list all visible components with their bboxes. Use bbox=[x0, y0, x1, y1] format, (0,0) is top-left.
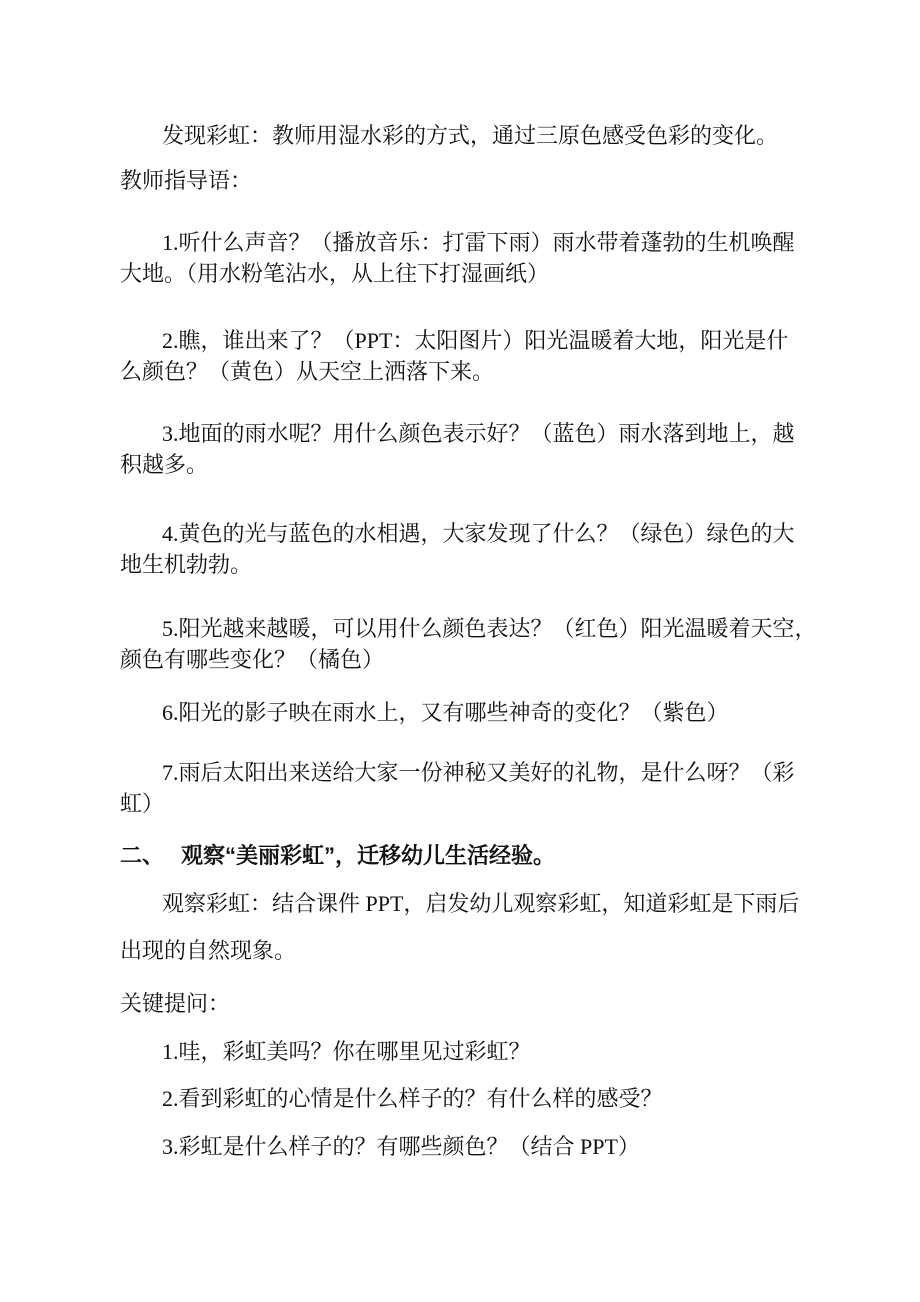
section-two-heading bbox=[120, 839, 826, 872]
section-two-heading-title: 观察“美丽彩虹”，迁移幼儿生活经验。 bbox=[181, 843, 556, 868]
guide-question-1: 1.听什么声音？（播放音乐：打雷下雨）雨水带着蓬勃的生机唤醒大地。（用水粉笔沾水，从上往下打湿画纸） bbox=[120, 230, 795, 286]
para-teacher-guide-label: 教师指导语： bbox=[120, 168, 253, 193]
key-question-1: 1.哇，彩虹美吗？你在哪里见过彩虹？ bbox=[162, 1039, 531, 1064]
guide-question-2: 2.瞧，谁出来了？（PPT：太阳图片）阳光温暖着大地，阳光是什么颜色？（黄色）从天空上洒落下来。 bbox=[120, 328, 789, 384]
para-key-questions-label: 关键提问： bbox=[120, 991, 231, 1016]
key-question-2: 2.看到彩虹的心情是什么样子的？有什么样的感受？ bbox=[162, 1086, 663, 1111]
key-question-3: 3.彩虹是什么样子的？有哪些颜色？（结合 PPT） bbox=[162, 1134, 640, 1159]
section-two-heading-number: 二、 bbox=[120, 843, 165, 868]
guide-question-7: 7.雨后太阳出来送给大家一份神秘又美好的礼物，是什么呀？（彩虹） bbox=[120, 760, 795, 816]
guide-question-5: 5.阳光越来越暖，可以用什么颜色表达？（红色）阳光温暖着天空，颜色有哪些变化？（橘色） bbox=[120, 616, 817, 672]
para-discover-rainbow: 发现彩虹：教师用湿水彩的方式，通过三原色感受色彩的变化。 bbox=[162, 123, 779, 148]
para-observe-rainbow: 观察彩虹：结合课件 PPT，启发幼儿观察彩虹，知道彩虹是下雨后出现的自然现象。 bbox=[120, 891, 800, 963]
guide-question-6: 6.阳光的影子映在雨水上，又有哪些神奇的变化？（紫色） bbox=[162, 700, 729, 725]
guide-question-3: 3.地面的雨水呢？用什么颜色表示好？（蓝色）雨水落到地上，越积越多。 bbox=[120, 421, 795, 477]
guide-question-4: 4.黄色的光与蓝色的水相遇，大家发现了什么？（绿色）绿色的大地生机勃勃。 bbox=[120, 521, 795, 577]
